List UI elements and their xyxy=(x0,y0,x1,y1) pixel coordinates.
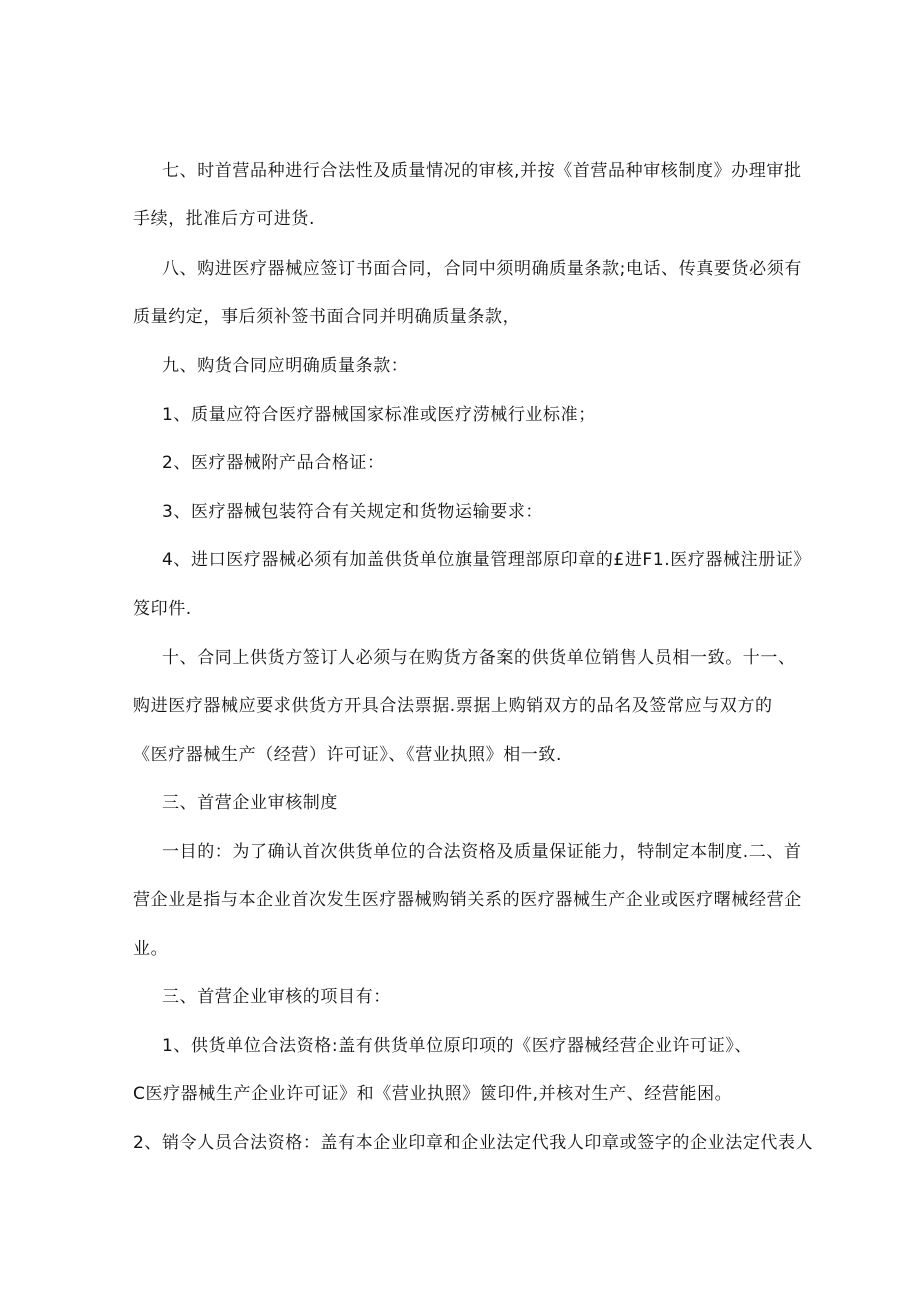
text-line: 购进医疗器械应要求供货方开具合法票据.票据上购销双方的品名及签常应与双方的 xyxy=(133,696,773,716)
text-line: 七、时首营品种进行合法性及质量情况的审核,并按《首营品种审核制度》办理审批 xyxy=(162,161,802,181)
text-line: 一目的：为了确认首次供货单位的合法资格及质量保证能力，特制定本制度.二、首 xyxy=(162,842,802,862)
text-line: 十、合同上供货方签订人必须与在购货方备案的供货单位销售人员相一致。十一、 xyxy=(162,648,796,668)
text-line: 2、销令人员合法资格：盖有本企业印章和企业法定代我人印章或签字的企业法定代表人 xyxy=(133,1133,814,1153)
text-line: 4、进口医疗器械必须有加盖供货单位旗量管理部原印章的£进F1.医疗器械注册证》 xyxy=(162,550,812,570)
text-line: 质量约定，事后须补签书面合同并明确质量条款， xyxy=(133,307,521,327)
text-line: 手续，批准后方可进货. xyxy=(133,209,316,229)
text-line: 九、购货合同应明确质量条款： xyxy=(162,356,409,376)
text-line: 《医疗器械生产（经营）许可证》、《营业执照》相一致. xyxy=(133,745,563,765)
text-line: 营企业是指与本企业首次发生医疗器械购销关系的医疗器械生产企业或医疗曙械经营企 xyxy=(133,890,802,910)
text-line: 业。 xyxy=(133,939,169,959)
text-line: 八、购进医疗器械应签订书面合同，合同中须明确质量条款;电话、传真要货必须有 xyxy=(162,259,802,279)
text-line: 3、医疗器械包装符合有关规定和货物运输要求： xyxy=(162,502,544,522)
text-line: C医疗器械生产企业许可证》和《营业执照》篋印件,并核对生产、经营能困。 xyxy=(133,1084,733,1104)
text-line: 1、质量应符合医疗器械国家标准或医疗涝械行业标准； xyxy=(162,405,596,425)
text-line: 1、供货单位合法资格:盖有供货单位原印项的《医疗器械经营企业许可证》、 xyxy=(162,1036,753,1056)
text-line: 三、首营企业审核的项目有： xyxy=(162,987,391,1007)
text-line: 2、医疗器械附产品合格证： xyxy=(162,453,385,473)
text-line: 笈印件. xyxy=(133,599,192,619)
section-heading: 三、首营企业审核制度 xyxy=(162,793,338,813)
